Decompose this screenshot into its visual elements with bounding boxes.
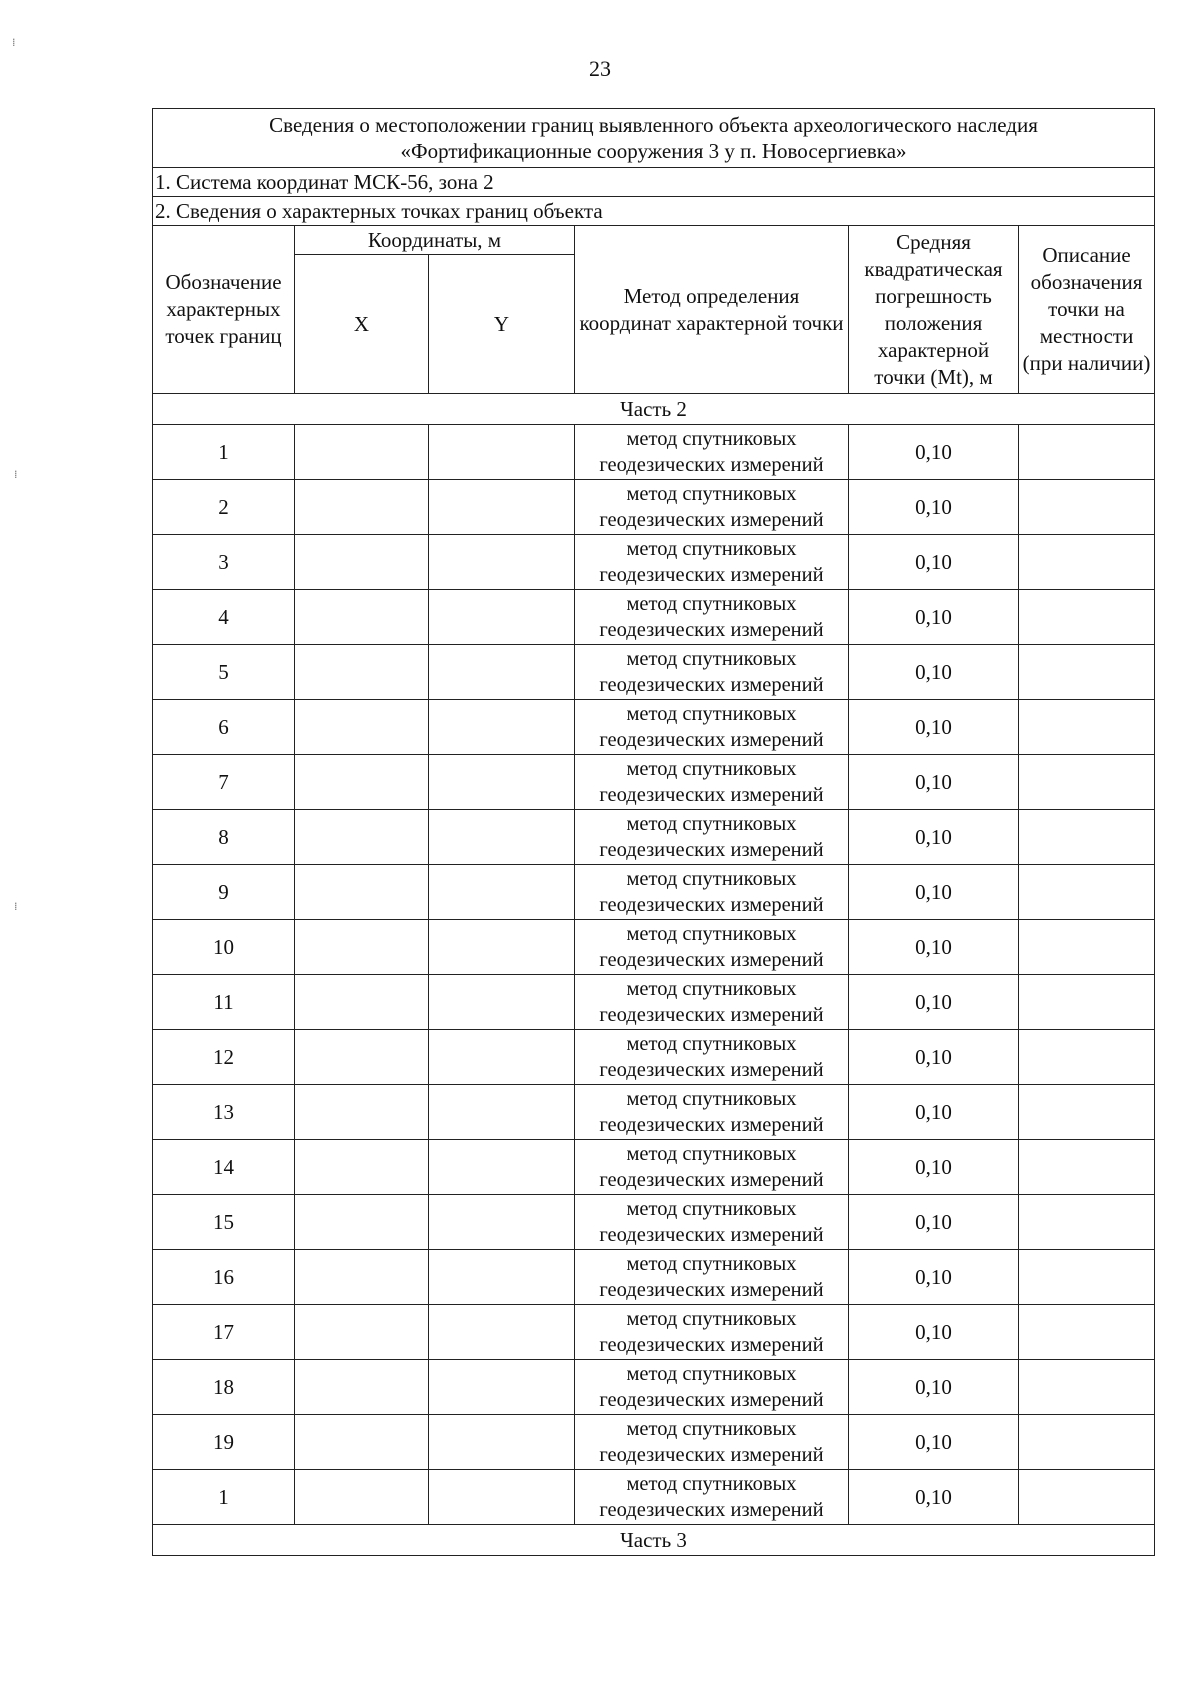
part-2-label: Часть 2 — [153, 394, 1155, 425]
coordinate-y-cell — [429, 1085, 575, 1140]
description-cell — [1019, 1030, 1155, 1085]
method-line-2: геодезических измерений — [599, 509, 824, 531]
method-cell — [575, 1140, 849, 1195]
scan-mark: ⁞ — [12, 36, 16, 49]
point-number: 16 — [153, 1250, 295, 1305]
method-cell — [575, 975, 849, 1030]
method-cell — [575, 535, 849, 590]
error-value: 0,10 — [849, 1140, 1019, 1195]
method-line-2: геодезических измерений — [599, 1389, 824, 1411]
table-row — [153, 1415, 1155, 1470]
coordinate-x-cell — [295, 480, 429, 535]
coordinate-y-cell — [429, 590, 575, 645]
point-number: 11 — [153, 975, 295, 1030]
method-cell — [575, 645, 849, 700]
method-line-1: метод спутниковых — [626, 593, 797, 615]
method-line-1: метод спутниковых — [626, 978, 797, 1000]
coordinate-x-cell — [295, 810, 429, 865]
table-row — [153, 755, 1155, 810]
description-cell — [1019, 865, 1155, 920]
table-row — [153, 1470, 1155, 1525]
method-line-1: метод спутниковых — [626, 648, 797, 670]
table-row — [153, 1250, 1155, 1305]
description-cell — [1019, 975, 1155, 1030]
coordinate-y-cell — [429, 975, 575, 1030]
method-line-2: геодезических измерений — [599, 784, 824, 806]
method-line-2: геодезических измерений — [599, 454, 824, 476]
description-cell — [1019, 700, 1155, 755]
method-line-2: геодезических измерений — [599, 1499, 824, 1521]
description-cell — [1019, 535, 1155, 590]
method-line-1: метод спутниковых — [626, 1088, 797, 1110]
table-row — [153, 810, 1155, 865]
method-line-1: метод спутниковых — [626, 1418, 797, 1440]
point-number: 18 — [153, 1360, 295, 1415]
error-value: 0,10 — [849, 1470, 1019, 1525]
coordinate-x-cell — [295, 1195, 429, 1250]
point-number: 17 — [153, 1305, 295, 1360]
method-line-1: метод спутниковых — [626, 428, 797, 450]
table-row — [153, 865, 1155, 920]
coordinate-x-cell — [295, 1030, 429, 1085]
method-line-1: метод спутниковых — [626, 1363, 797, 1385]
header-y: Y — [429, 255, 575, 394]
method-line-2: геодезических измерений — [599, 674, 824, 696]
coordinate-y-cell — [429, 1360, 575, 1415]
coordinate-x-cell — [295, 1470, 429, 1525]
point-number: 1 — [153, 1470, 295, 1525]
point-number: 1 — [153, 425, 295, 480]
description-cell — [1019, 1360, 1155, 1415]
method-line-2: геодезических измерений — [599, 729, 824, 751]
header-x: X — [295, 255, 429, 394]
point-number: 19 — [153, 1415, 295, 1470]
error-value: 0,10 — [849, 700, 1019, 755]
error-value: 0,10 — [849, 755, 1019, 810]
description-cell — [1019, 590, 1155, 645]
method-cell — [575, 1305, 849, 1360]
description-cell — [1019, 645, 1155, 700]
method-line-1: метод спутниковых — [626, 1473, 797, 1495]
point-number: 3 — [153, 535, 295, 590]
scan-mark: ⁞ — [14, 468, 18, 481]
coordinate-x-cell — [295, 425, 429, 480]
title-line-1: Сведения о местоположении границ выявленного объекта археологического наследия — [269, 113, 1038, 137]
method-cell — [575, 1085, 849, 1140]
method-line-2: геодезических измерений — [599, 949, 824, 971]
error-value: 0,10 — [849, 1415, 1019, 1470]
method-line-1: метод спутниковых — [626, 868, 797, 890]
coordinate-x-cell — [295, 1140, 429, 1195]
method-line-1: метод спутниковых — [626, 1253, 797, 1275]
error-value: 0,10 — [849, 865, 1019, 920]
method-line-1: метод спутниковых — [626, 923, 797, 945]
method-cell — [575, 425, 849, 480]
coordinate-x-cell — [295, 1305, 429, 1360]
point-number: 14 — [153, 1140, 295, 1195]
header-error: Средняя квадратическая погрешность положения характерной точки (Mt), м — [849, 226, 1019, 394]
point-number: 13 — [153, 1085, 295, 1140]
coordinate-x-cell — [295, 920, 429, 975]
method-line-1: метод спутниковых — [626, 1143, 797, 1165]
method-line-1: метод спутниковых — [626, 1198, 797, 1220]
method-cell — [575, 1470, 849, 1525]
method-cell — [575, 920, 849, 975]
coordinate-y-cell — [429, 425, 575, 480]
coordinate-x-cell — [295, 1415, 429, 1470]
error-value: 0,10 — [849, 1305, 1019, 1360]
error-value: 0,10 — [849, 810, 1019, 865]
points-info: 2. Сведения о характерных точках границ объекта — [153, 197, 1155, 226]
method-cell — [575, 1415, 849, 1470]
method-cell — [575, 1250, 849, 1305]
method-line-1: метод спутниковых — [626, 483, 797, 505]
table-row — [153, 1195, 1155, 1250]
coordinate-y-cell — [429, 535, 575, 590]
description-cell — [1019, 1195, 1155, 1250]
error-value: 0,10 — [849, 425, 1019, 480]
coordinate-y-cell — [429, 810, 575, 865]
coordinate-x-cell — [295, 1360, 429, 1415]
point-number: 9 — [153, 865, 295, 920]
error-value: 0,10 — [849, 1360, 1019, 1415]
point-number: 6 — [153, 700, 295, 755]
coordinate-x-cell — [295, 645, 429, 700]
header-designation: Обозначение характерных точек границ — [153, 226, 295, 394]
description-cell — [1019, 1085, 1155, 1140]
method-line-2: геодезических измерений — [599, 1114, 824, 1136]
boundary-points-table — [152, 108, 1155, 1556]
title-line-2: «Фортификационные сооружения 3 у п. Новосергиевка» — [400, 139, 907, 163]
description-cell — [1019, 1250, 1155, 1305]
coordinate-y-cell — [429, 920, 575, 975]
document-title — [153, 109, 1155, 168]
error-value: 0,10 — [849, 1030, 1019, 1085]
method-line-2: геодезических измерений — [599, 564, 824, 586]
method-cell — [575, 1030, 849, 1085]
coordinate-y-cell — [429, 700, 575, 755]
table-row — [153, 1085, 1155, 1140]
header-coordinates: Координаты, м — [295, 226, 575, 255]
table-row — [153, 1030, 1155, 1085]
coordinate-y-cell — [429, 1195, 575, 1250]
error-value: 0,10 — [849, 975, 1019, 1030]
method-cell — [575, 865, 849, 920]
description-cell — [1019, 920, 1155, 975]
error-value: 0,10 — [849, 1085, 1019, 1140]
table-row — [153, 645, 1155, 700]
description-cell — [1019, 480, 1155, 535]
method-line-2: геодезических измерений — [599, 1279, 824, 1301]
coordinate-x-cell — [295, 1250, 429, 1305]
method-line-2: геодезических измерений — [599, 619, 824, 641]
coordinate-x-cell — [295, 535, 429, 590]
table-row — [153, 1360, 1155, 1415]
point-number: 2 — [153, 480, 295, 535]
description-cell — [1019, 1415, 1155, 1470]
error-value: 0,10 — [849, 1195, 1019, 1250]
coordinate-y-cell — [429, 755, 575, 810]
method-line-2: геодезических измерений — [599, 839, 824, 861]
method-cell — [575, 700, 849, 755]
point-number: 10 — [153, 920, 295, 975]
error-value: 0,10 — [849, 920, 1019, 975]
table-row — [153, 700, 1155, 755]
coordinate-x-cell — [295, 700, 429, 755]
point-number: 4 — [153, 590, 295, 645]
point-number: 15 — [153, 1195, 295, 1250]
method-cell — [575, 590, 849, 645]
coordinate-y-cell — [429, 1140, 575, 1195]
method-line-1: метод спутниковых — [626, 703, 797, 725]
coordinate-y-cell — [429, 645, 575, 700]
table-row — [153, 535, 1155, 590]
description-cell — [1019, 1305, 1155, 1360]
description-cell — [1019, 425, 1155, 480]
method-line-2: геодезических измерений — [599, 1224, 824, 1246]
method-line-2: геодезических измерений — [599, 1444, 824, 1466]
method-line-2: геодезических измерений — [599, 1334, 824, 1356]
method-line-2: геодезических измерений — [599, 1059, 824, 1081]
point-number: 5 — [153, 645, 295, 700]
coordinate-y-cell — [429, 1470, 575, 1525]
coordinate-y-cell — [429, 1415, 575, 1470]
description-cell — [1019, 1140, 1155, 1195]
method-line-1: метод спутниковых — [626, 1033, 797, 1055]
method-line-2: геодезических измерений — [599, 894, 824, 916]
table-row — [153, 920, 1155, 975]
method-cell — [575, 480, 849, 535]
table-row — [153, 425, 1155, 480]
coordinate-x-cell — [295, 590, 429, 645]
method-cell — [575, 1195, 849, 1250]
coordinate-y-cell — [429, 1250, 575, 1305]
point-number: 7 — [153, 755, 295, 810]
table-row — [153, 1305, 1155, 1360]
coordinate-x-cell — [295, 755, 429, 810]
part-3-label: Часть 3 — [153, 1525, 1155, 1556]
coordinate-y-cell — [429, 865, 575, 920]
table-row — [153, 975, 1155, 1030]
description-cell — [1019, 1470, 1155, 1525]
error-value: 0,10 — [849, 535, 1019, 590]
error-value: 0,10 — [849, 1250, 1019, 1305]
header-description: Описание обозначения точки на местности (при наличии) — [1019, 226, 1155, 394]
description-cell — [1019, 810, 1155, 865]
coordinate-x-cell — [295, 865, 429, 920]
coordinate-y-cell — [429, 480, 575, 535]
error-value: 0,10 — [849, 480, 1019, 535]
scan-mark: ⁞ — [14, 900, 18, 913]
method-line-1: метод спутниковых — [626, 1308, 797, 1330]
method-cell — [575, 755, 849, 810]
method-cell — [575, 1360, 849, 1415]
method-line-2: геодезических измерений — [599, 1169, 824, 1191]
method-line-2: геодезических измерений — [599, 1004, 824, 1026]
table-row — [153, 1140, 1155, 1195]
coordinate-x-cell — [295, 1085, 429, 1140]
method-line-1: метод спутниковых — [626, 813, 797, 835]
coordinate-y-cell — [429, 1030, 575, 1085]
point-number: 8 — [153, 810, 295, 865]
table-row — [153, 590, 1155, 645]
method-line-1: метод спутниковых — [626, 758, 797, 780]
header-method: Метод определения координат характерной точки — [575, 226, 849, 394]
coordinate-y-cell — [429, 1305, 575, 1360]
coordinate-x-cell — [295, 975, 429, 1030]
coordinate-system: 1. Система координат МСК-56, зона 2 — [153, 168, 1155, 197]
table-row — [153, 480, 1155, 535]
error-value: 0,10 — [849, 645, 1019, 700]
method-cell — [575, 810, 849, 865]
point-number: 12 — [153, 1030, 295, 1085]
description-cell — [1019, 755, 1155, 810]
error-value: 0,10 — [849, 590, 1019, 645]
page-number: 23 — [589, 56, 611, 81]
method-line-1: метод спутниковых — [626, 538, 797, 560]
